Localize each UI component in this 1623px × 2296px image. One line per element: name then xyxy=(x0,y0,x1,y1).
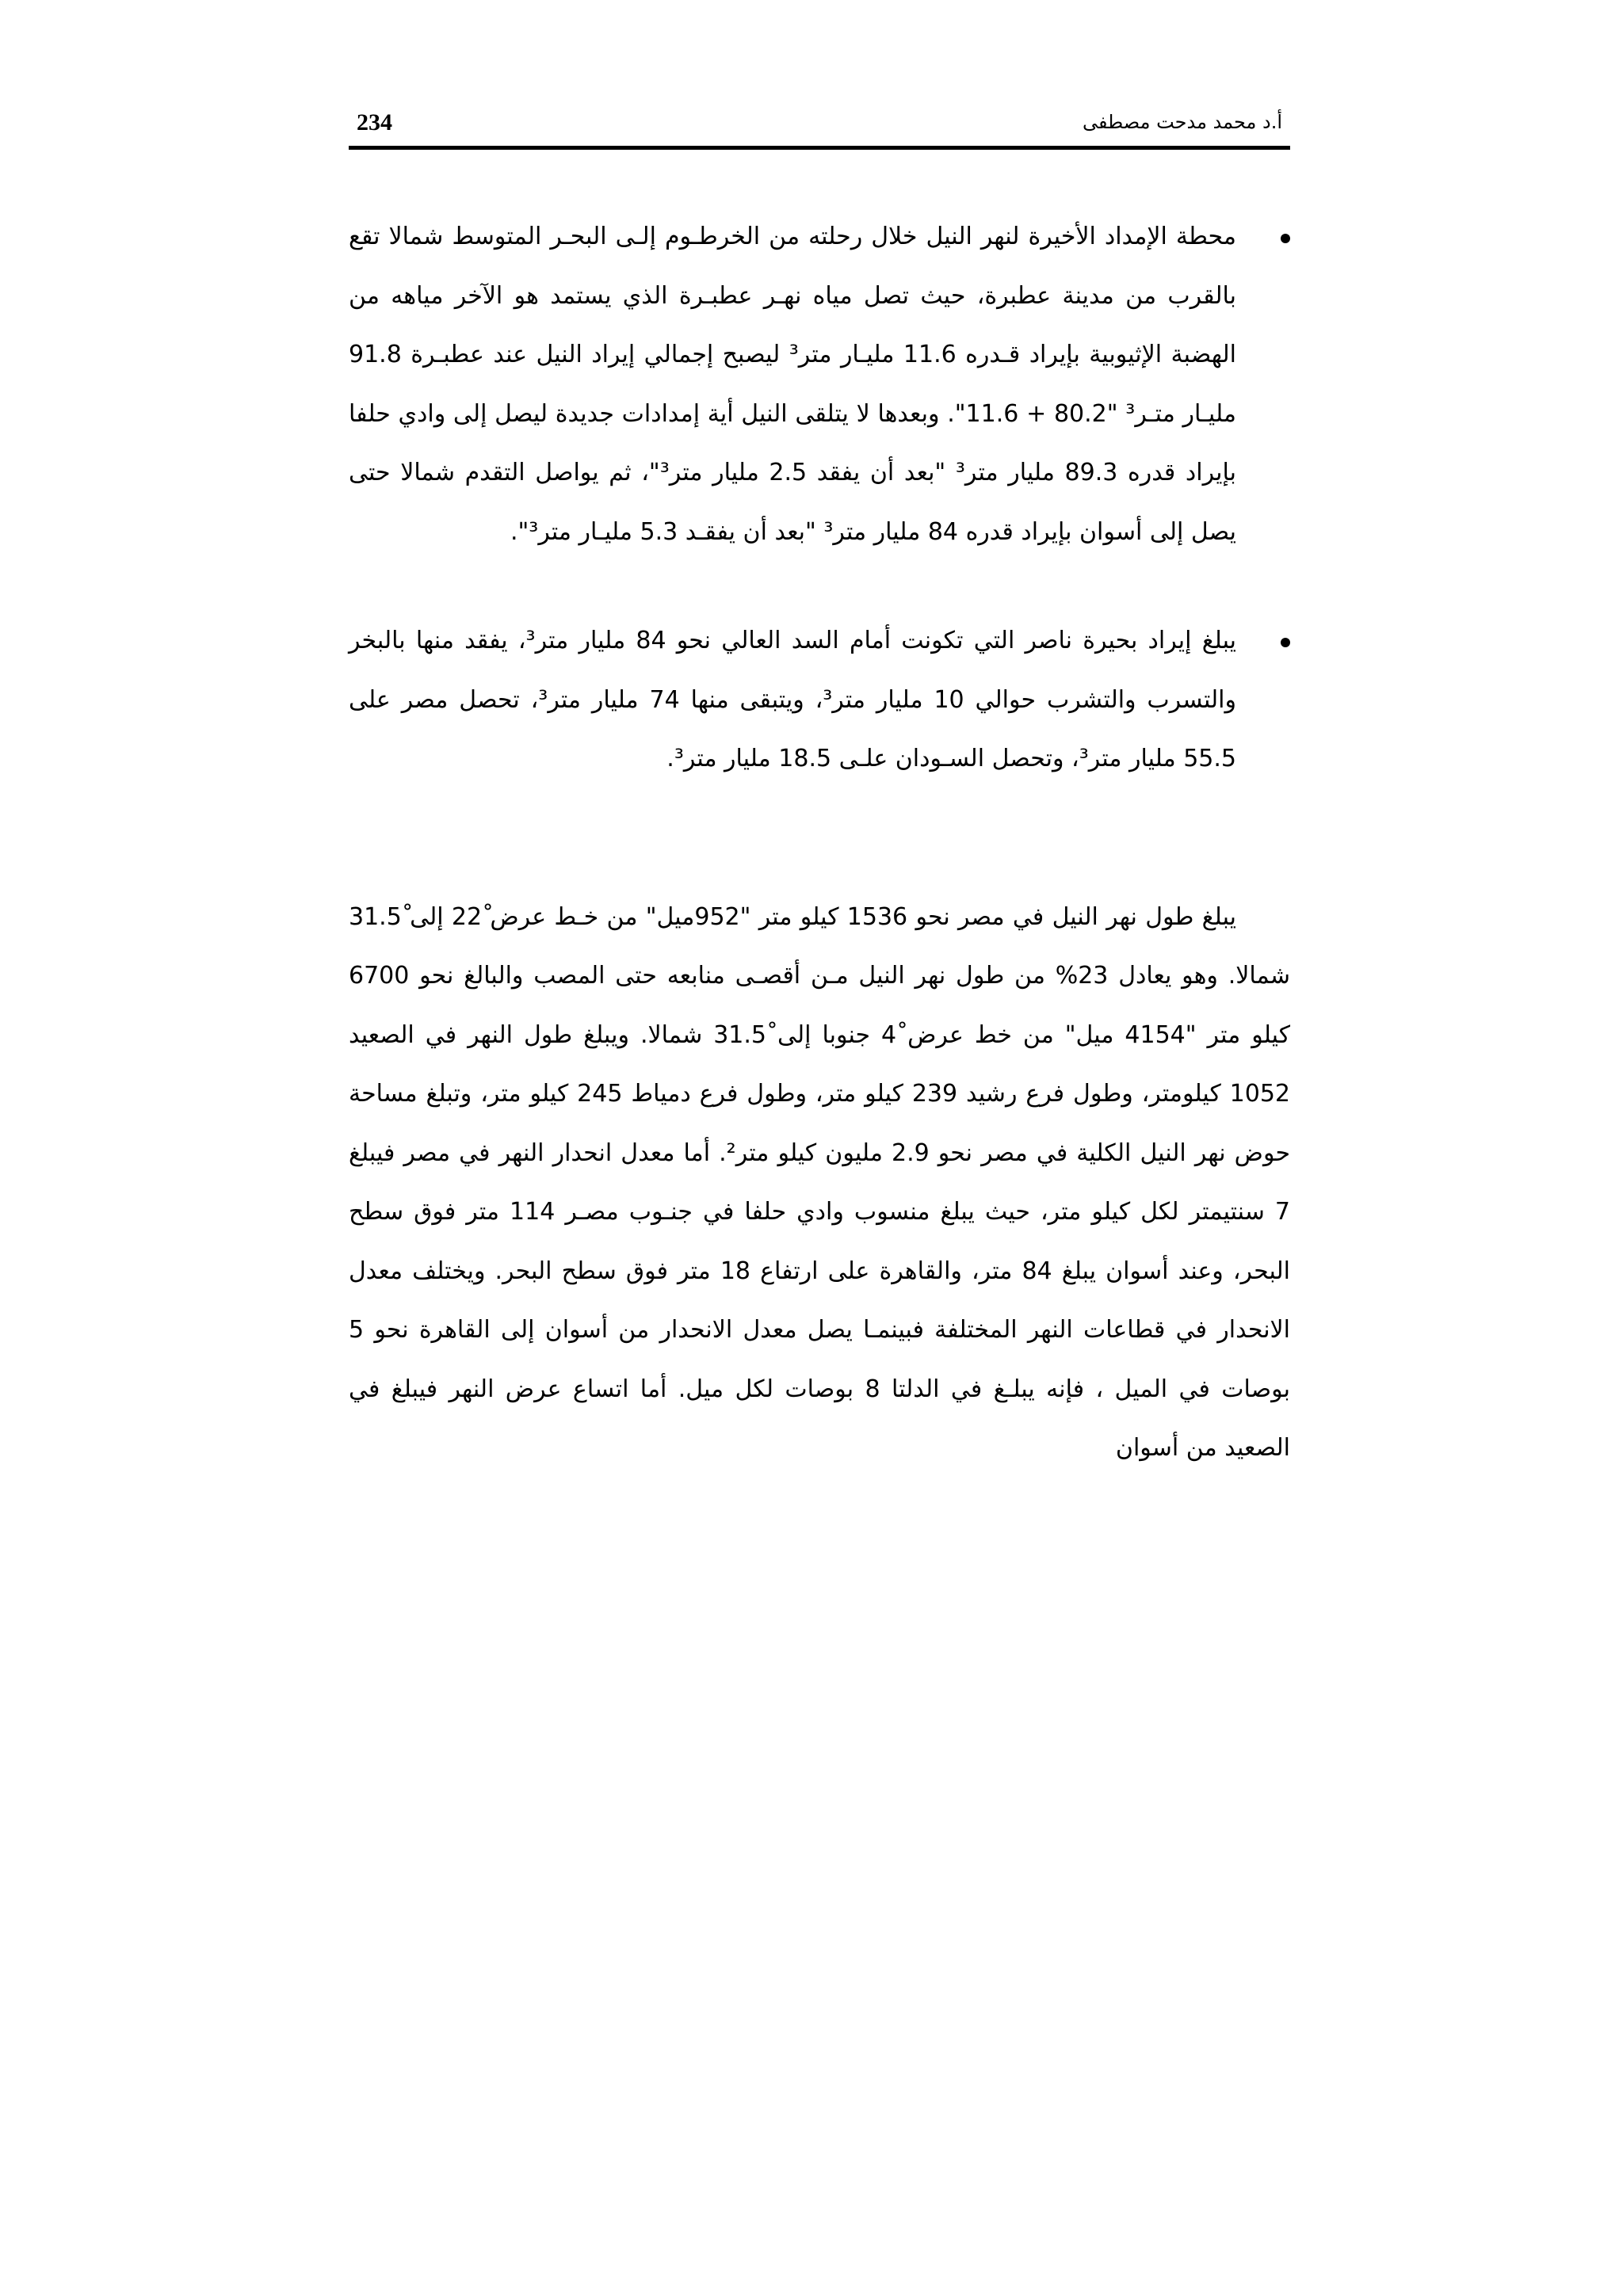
list-item xyxy=(349,208,1290,562)
body-paragraph: يبلغ طول نهر النيل في مصر نحو 1536 كيلو متر "952ميل" من خـط عرض 22ْ إلى 31.5ْ شمالا. وهو يعادل 23% من طول نهر النيل مـن أقصـى منابعه حتى المصب والبالغ نحو 6700 كيلو متر "4154 ميل" من خط عرض 4ْ جنوبا إلى 31.5ْ شمالا. ويبلغ طول النهر في الصعيد 1052 كيلومتر، وطول فرع رشيد 239 كيلو متر، وطول فرع دمياط 245 كيلو متر، وتبلغ مساحة حوض نهر النيل الكلية في مصر نحو 2.9 مليون كيلو متر². أما معدل انحدار النهر في مصر فيبلغ 7 سنتيمتر لكل كيلو متر، حيث يبلغ منسوب وادي حلفا في جنـوب مصـر 114 متر فوق سطح البحر، وعند أسوان يبلغ 84 متر، والقاهرة على ارتفاع 18 متر فوق سطح البحر. ويختلف معدل الانحدار في قطاعات النهر المختلفة فبينمـا يصل معدل الانحدار من أسوان إلى القاهرة نحو 5 بوصات في الميل ، فإنه يبلـغ في الدلتا 8 بوصات لكل ميل. أما اتساع عرض النهر فيبلغ في الصعيد من أسوان xyxy=(349,902,1290,1462)
page-header xyxy=(349,103,1290,151)
page-number: 234 xyxy=(357,109,392,135)
header-divider xyxy=(349,146,1290,150)
page-body xyxy=(349,208,1290,1478)
author-name: أ.د محمد مدحت مصطفى xyxy=(1082,111,1282,133)
bullet-list xyxy=(349,208,1290,789)
bullet-text: يبلغ إيراد بحيرة ناصر التي تكونت أمام السد العالي نحو 84 مليار متر³، يفقد منها بالبخر والتسرب والتشرب حوالي 10 مليار متر³، ويتبقى منها 74 مليار متر³، تحصل مصر على 55.5 مليار متر³، وتحصل السـودان علـى 18.5 مليار متر³. xyxy=(349,627,1236,772)
list-item xyxy=(349,612,1290,789)
bullet-icon xyxy=(1281,234,1290,243)
bullet-text: محطة الإمداد الأخيرة لنهر النيل خلال رحلته من الخرطـوم إلـى البحـر المتوسط شمالا تقع بالقرب من مدينة عطبرة، حيث تصل مياه نهـر عطبـرة الذي يستمد هو الآخر مياهه من الهضبة الإثيوبية بإيراد قـدره 11.6 مليـار متر³ ليصبح إجمالي إيراد النيل عند عطبـرة 91.8 مليـار متـر³ "80.2 + 11.6". وبعدها لا يتلقى النيل أية إمدادات جديدة ليصل إلى وادي حلفا بإيراد قدره 89.3 مليار متر³ "بعد أن يفقد 2.5 مليار متر³"، ثم يواصل التقدم شمالا حتى يصل إلى أسوان بإيراد قدره 84 مليار متر³ "بعد أن يفقـد 5.3 مليـار متر³". xyxy=(349,223,1237,546)
bullet-icon xyxy=(1281,638,1290,647)
